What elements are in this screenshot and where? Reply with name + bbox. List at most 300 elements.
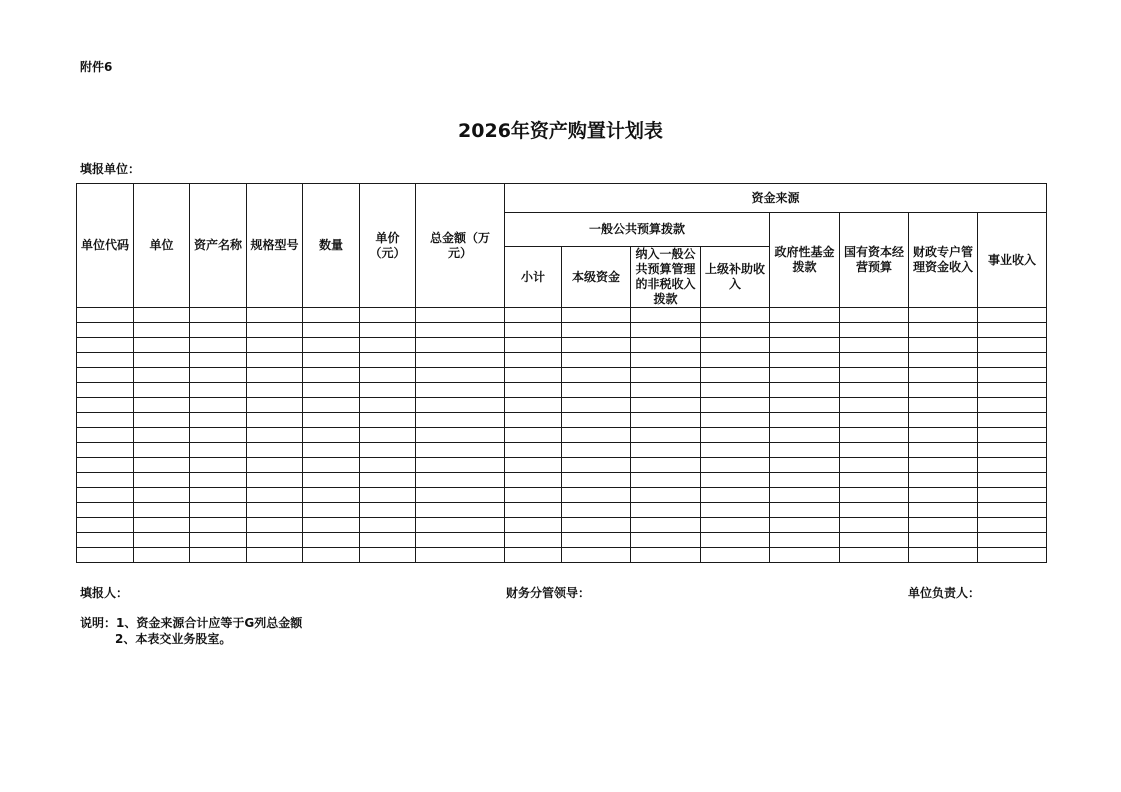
table-cell[interactable] xyxy=(562,473,631,488)
table-cell[interactable] xyxy=(701,458,770,473)
table-cell[interactable] xyxy=(909,533,978,548)
table-cell[interactable] xyxy=(909,338,978,353)
table-cell[interactable] xyxy=(247,353,303,368)
table-cell[interactable] xyxy=(505,458,562,473)
table-cell[interactable] xyxy=(505,383,562,398)
table-cell[interactable] xyxy=(247,443,303,458)
table-cell[interactable] xyxy=(360,383,416,398)
table-cell[interactable] xyxy=(190,458,247,473)
table-cell[interactable] xyxy=(134,473,190,488)
table-cell[interactable] xyxy=(770,398,840,413)
table-cell[interactable] xyxy=(77,368,134,383)
table-cell[interactable] xyxy=(770,353,840,368)
table-cell[interactable] xyxy=(360,518,416,533)
table-cell[interactable] xyxy=(77,338,134,353)
table-cell[interactable] xyxy=(562,488,631,503)
table-cell[interactable] xyxy=(562,548,631,563)
table-cell[interactable] xyxy=(562,308,631,323)
table-row xyxy=(77,443,1047,458)
table-row xyxy=(77,428,1047,443)
table-cell[interactable] xyxy=(190,473,247,488)
table-cell[interactable] xyxy=(134,458,190,473)
table-cell[interactable] xyxy=(303,383,360,398)
table-cell[interactable] xyxy=(247,308,303,323)
table-cell[interactable] xyxy=(840,548,909,563)
table-cell[interactable] xyxy=(840,398,909,413)
table-header xyxy=(77,184,1047,308)
table-cell[interactable] xyxy=(978,518,1047,533)
table-cell[interactable] xyxy=(303,398,360,413)
table-cell[interactable] xyxy=(562,338,631,353)
table-row xyxy=(77,308,1047,323)
table-cell[interactable] xyxy=(978,443,1047,458)
table-cell[interactable] xyxy=(770,488,840,503)
table-cell[interactable] xyxy=(416,488,505,503)
table-cell[interactable] xyxy=(701,353,770,368)
table-cell[interactable] xyxy=(134,488,190,503)
table-cell[interactable] xyxy=(416,383,505,398)
table-cell[interactable] xyxy=(77,323,134,338)
table-cell[interactable] xyxy=(134,338,190,353)
table-cell[interactable] xyxy=(247,533,303,548)
header-unit-price: 单价（元） xyxy=(360,184,416,308)
table-cell[interactable] xyxy=(631,398,701,413)
table-cell[interactable] xyxy=(416,308,505,323)
table-cell[interactable] xyxy=(134,428,190,443)
table-cell[interactable] xyxy=(360,458,416,473)
header-asset-name: 资产名称 xyxy=(190,184,247,308)
table-cell[interactable] xyxy=(631,503,701,518)
table-cell[interactable] xyxy=(303,533,360,548)
table-cell[interactable] xyxy=(909,503,978,518)
table-cell[interactable] xyxy=(631,413,701,428)
table-cell[interactable] xyxy=(247,323,303,338)
table-cell[interactable] xyxy=(909,398,978,413)
table-cell[interactable] xyxy=(978,398,1047,413)
table-cell[interactable] xyxy=(909,548,978,563)
table-cell[interactable] xyxy=(190,518,247,533)
table-cell[interactable] xyxy=(303,413,360,428)
table-cell[interactable] xyxy=(701,443,770,458)
table-cell[interactable] xyxy=(840,443,909,458)
table-cell[interactable] xyxy=(505,308,562,323)
table-cell[interactable] xyxy=(416,413,505,428)
table-cell[interactable] xyxy=(562,368,631,383)
table-cell[interactable] xyxy=(505,518,562,533)
table-cell[interactable] xyxy=(505,503,562,518)
table-cell[interactable] xyxy=(247,383,303,398)
table-cell[interactable] xyxy=(303,428,360,443)
table-cell[interactable] xyxy=(631,548,701,563)
table-cell[interactable] xyxy=(360,353,416,368)
table-cell[interactable] xyxy=(770,383,840,398)
table-cell[interactable] xyxy=(631,488,701,503)
table-cell[interactable] xyxy=(840,383,909,398)
table-cell[interactable] xyxy=(701,473,770,488)
table-row xyxy=(77,473,1047,488)
table-cell[interactable] xyxy=(631,383,701,398)
table-cell[interactable] xyxy=(701,488,770,503)
table-cell[interactable] xyxy=(190,308,247,323)
table-cell[interactable] xyxy=(770,458,840,473)
table-cell[interactable] xyxy=(77,548,134,563)
table-cell[interactable] xyxy=(840,353,909,368)
table-cell[interactable] xyxy=(416,503,505,518)
table-cell[interactable] xyxy=(360,503,416,518)
table-cell[interactable] xyxy=(134,398,190,413)
table-cell[interactable] xyxy=(770,323,840,338)
table-cell[interactable] xyxy=(303,368,360,383)
table-cell[interactable] xyxy=(416,548,505,563)
table-cell[interactable] xyxy=(247,503,303,518)
table-cell[interactable] xyxy=(360,398,416,413)
table-cell[interactable] xyxy=(134,383,190,398)
unit-leader-label: 单位负责人： xyxy=(908,586,981,600)
table-cell[interactable] xyxy=(978,383,1047,398)
table-cell[interactable] xyxy=(840,368,909,383)
table-cell[interactable] xyxy=(134,368,190,383)
table-cell[interactable] xyxy=(909,323,978,338)
table-cell[interactable] xyxy=(416,533,505,548)
table-cell[interactable] xyxy=(77,428,134,443)
table-cell[interactable] xyxy=(978,368,1047,383)
note-line-1: 说明：1、资金来源合计应等于G列总金额 xyxy=(80,616,303,630)
table-cell[interactable] xyxy=(360,338,416,353)
table-cell[interactable] xyxy=(416,323,505,338)
table-cell[interactable] xyxy=(134,323,190,338)
fill-unit-label: 填报单位： xyxy=(80,162,141,176)
table-cell[interactable] xyxy=(909,368,978,383)
table-cell[interactable] xyxy=(631,443,701,458)
table-cell[interactable] xyxy=(190,413,247,428)
table-cell[interactable] xyxy=(247,473,303,488)
table-cell[interactable] xyxy=(770,473,840,488)
table-cell[interactable] xyxy=(247,518,303,533)
table-cell[interactable] xyxy=(505,323,562,338)
table-cell[interactable] xyxy=(360,488,416,503)
table-row xyxy=(77,383,1047,398)
header-unit: 单位 xyxy=(134,184,190,308)
table-cell[interactable] xyxy=(247,338,303,353)
table-cell[interactable] xyxy=(360,548,416,563)
table-cell[interactable] xyxy=(247,548,303,563)
table-cell[interactable] xyxy=(978,503,1047,518)
table-cell[interactable] xyxy=(562,353,631,368)
filler-label: 填报人： xyxy=(80,586,129,600)
table-row xyxy=(77,368,1047,383)
table-body xyxy=(77,308,1047,563)
table-cell[interactable] xyxy=(360,308,416,323)
table-cell[interactable] xyxy=(303,518,360,533)
table-cell[interactable] xyxy=(840,308,909,323)
table-cell[interactable] xyxy=(631,533,701,548)
header-total-amount: 总金额（万元） xyxy=(416,184,505,308)
table-cell[interactable] xyxy=(909,308,978,323)
table-cell[interactable] xyxy=(978,323,1047,338)
table-row xyxy=(77,518,1047,533)
table-cell[interactable] xyxy=(978,353,1047,368)
table-cell[interactable] xyxy=(190,338,247,353)
table-cell[interactable] xyxy=(631,428,701,443)
table-row xyxy=(77,398,1047,413)
table-cell[interactable] xyxy=(770,308,840,323)
table-cell[interactable] xyxy=(303,473,360,488)
table-cell[interactable] xyxy=(77,503,134,518)
table-cell[interactable] xyxy=(77,458,134,473)
table-cell[interactable] xyxy=(701,413,770,428)
table-cell[interactable] xyxy=(978,488,1047,503)
table-cell[interactable] xyxy=(840,428,909,443)
table-cell[interactable] xyxy=(840,518,909,533)
table-cell[interactable] xyxy=(701,518,770,533)
table-row xyxy=(77,458,1047,473)
table-cell[interactable] xyxy=(134,503,190,518)
table-cell[interactable] xyxy=(416,368,505,383)
asset-purchase-table xyxy=(76,183,1047,563)
table-cell[interactable] xyxy=(505,398,562,413)
table-cell[interactable] xyxy=(770,413,840,428)
table-cell[interactable] xyxy=(505,413,562,428)
table-cell[interactable] xyxy=(562,518,631,533)
header-subtotal: 小计 xyxy=(505,247,562,308)
table-cell[interactable] xyxy=(562,413,631,428)
table-cell[interactable] xyxy=(360,368,416,383)
header-gov-fund: 政府性基金拨款 xyxy=(770,213,840,308)
table-cell[interactable] xyxy=(416,458,505,473)
table-cell[interactable] xyxy=(360,533,416,548)
attachment-label: 附件6 xyxy=(80,60,113,74)
table-cell[interactable] xyxy=(701,323,770,338)
table-cell[interactable] xyxy=(770,338,840,353)
table-cell[interactable] xyxy=(840,533,909,548)
table-cell[interactable] xyxy=(562,458,631,473)
table-cell[interactable] xyxy=(909,458,978,473)
table-cell[interactable] xyxy=(134,548,190,563)
table-cell[interactable] xyxy=(562,323,631,338)
table-cell[interactable] xyxy=(505,488,562,503)
table-cell[interactable] xyxy=(909,473,978,488)
table-cell[interactable] xyxy=(134,533,190,548)
table-cell[interactable] xyxy=(840,488,909,503)
table-cell[interactable] xyxy=(840,473,909,488)
table-cell[interactable] xyxy=(701,308,770,323)
table-cell[interactable] xyxy=(978,548,1047,563)
table-cell[interactable] xyxy=(505,353,562,368)
table-cell[interactable] xyxy=(840,413,909,428)
table-cell[interactable] xyxy=(909,413,978,428)
header-fund-source: 资金来源 xyxy=(505,184,1047,213)
page-title: 2026年资产购置计划表 xyxy=(458,120,663,142)
table-cell[interactable] xyxy=(190,443,247,458)
table-cell[interactable] xyxy=(190,398,247,413)
table-cell[interactable] xyxy=(77,383,134,398)
table-cell[interactable] xyxy=(631,458,701,473)
table-cell[interactable] xyxy=(909,518,978,533)
table-cell[interactable] xyxy=(190,533,247,548)
table-cell[interactable] xyxy=(562,428,631,443)
table-cell[interactable] xyxy=(303,548,360,563)
table-cell[interactable] xyxy=(505,443,562,458)
table-cell[interactable] xyxy=(701,548,770,563)
table-cell[interactable] xyxy=(505,533,562,548)
table-cell[interactable] xyxy=(562,398,631,413)
table-cell[interactable] xyxy=(303,503,360,518)
table-cell[interactable] xyxy=(978,413,1047,428)
table-cell[interactable] xyxy=(77,398,134,413)
table-cell[interactable] xyxy=(701,368,770,383)
table-cell[interactable] xyxy=(770,503,840,518)
table-cell[interactable] xyxy=(134,353,190,368)
table-cell[interactable] xyxy=(909,443,978,458)
table-cell[interactable] xyxy=(840,458,909,473)
table-cell[interactable] xyxy=(701,533,770,548)
table-cell[interactable] xyxy=(247,458,303,473)
table-cell[interactable] xyxy=(562,443,631,458)
table-cell[interactable] xyxy=(360,443,416,458)
header-superior-subsidy: 上级补助收入 xyxy=(701,247,770,308)
table-cell[interactable] xyxy=(840,338,909,353)
table-row xyxy=(77,548,1047,563)
table-cell[interactable] xyxy=(505,428,562,443)
table-cell[interactable] xyxy=(701,338,770,353)
table-cell[interactable] xyxy=(631,518,701,533)
header-general-budget: 一般公共预算拨款 xyxy=(505,213,770,247)
table-cell[interactable] xyxy=(77,443,134,458)
table-cell[interactable] xyxy=(909,488,978,503)
table-cell[interactable] xyxy=(190,323,247,338)
table-cell[interactable] xyxy=(978,533,1047,548)
table-cell[interactable] xyxy=(77,413,134,428)
table-cell[interactable] xyxy=(190,548,247,563)
table-cell[interactable] xyxy=(77,488,134,503)
table-cell[interactable] xyxy=(562,383,631,398)
table-cell[interactable] xyxy=(770,443,840,458)
table-cell[interactable] xyxy=(505,368,562,383)
table-cell[interactable] xyxy=(77,473,134,488)
table-cell[interactable] xyxy=(134,518,190,533)
table-cell[interactable] xyxy=(134,413,190,428)
table-cell[interactable] xyxy=(631,338,701,353)
table-cell[interactable] xyxy=(416,353,505,368)
table-cell[interactable] xyxy=(247,428,303,443)
table-row xyxy=(77,323,1047,338)
header-state-capital: 国有资本经营预算 xyxy=(840,213,909,308)
table-cell[interactable] xyxy=(701,383,770,398)
header-business-income: 事业收入 xyxy=(978,213,1047,308)
table-cell[interactable] xyxy=(505,548,562,563)
table-cell[interactable] xyxy=(701,428,770,443)
table-row xyxy=(77,413,1047,428)
table-cell[interactable] xyxy=(416,338,505,353)
table-row xyxy=(77,338,1047,353)
table-cell[interactable] xyxy=(134,443,190,458)
table-cell[interactable] xyxy=(77,353,134,368)
table-cell[interactable] xyxy=(190,428,247,443)
table-cell[interactable] xyxy=(840,503,909,518)
table-cell[interactable] xyxy=(631,323,701,338)
table-cell[interactable] xyxy=(909,383,978,398)
note-line-2: 2、本表交业务股室。 xyxy=(115,632,232,646)
table-cell[interactable] xyxy=(416,473,505,488)
table-cell[interactable] xyxy=(247,398,303,413)
table-cell[interactable] xyxy=(360,473,416,488)
table-cell[interactable] xyxy=(77,308,134,323)
table-cell[interactable] xyxy=(416,518,505,533)
table-cell[interactable] xyxy=(631,473,701,488)
table-cell[interactable] xyxy=(303,308,360,323)
table-row xyxy=(77,353,1047,368)
table-cell[interactable] xyxy=(247,368,303,383)
header-quantity: 数量 xyxy=(303,184,360,308)
table-cell[interactable] xyxy=(190,488,247,503)
table-cell[interactable] xyxy=(77,533,134,548)
table-cell[interactable] xyxy=(631,353,701,368)
table-row xyxy=(77,503,1047,518)
table-cell[interactable] xyxy=(360,413,416,428)
table-cell[interactable] xyxy=(770,518,840,533)
table-cell[interactable] xyxy=(247,413,303,428)
table-cell[interactable] xyxy=(416,398,505,413)
table-cell[interactable] xyxy=(978,308,1047,323)
table-cell[interactable] xyxy=(909,428,978,443)
table-cell[interactable] xyxy=(770,368,840,383)
table-cell[interactable] xyxy=(505,338,562,353)
table-cell[interactable] xyxy=(770,533,840,548)
table-cell[interactable] xyxy=(505,473,562,488)
table-cell[interactable] xyxy=(909,353,978,368)
table-cell[interactable] xyxy=(562,503,631,518)
table-cell[interactable] xyxy=(247,488,303,503)
table-cell[interactable] xyxy=(190,503,247,518)
table-cell[interactable] xyxy=(303,488,360,503)
table-cell[interactable] xyxy=(360,323,416,338)
table-cell[interactable] xyxy=(416,428,505,443)
table-cell[interactable] xyxy=(190,368,247,383)
table-cell[interactable] xyxy=(562,533,631,548)
table-row xyxy=(77,533,1047,548)
table-cell[interactable] xyxy=(770,428,840,443)
table-cell[interactable] xyxy=(701,398,770,413)
header-unit-code: 单位代码 xyxy=(77,184,134,308)
table-row xyxy=(77,488,1047,503)
table-cell[interactable] xyxy=(77,518,134,533)
header-spec-model: 规格型号 xyxy=(247,184,303,308)
table-cell[interactable] xyxy=(978,338,1047,353)
table-cell[interactable] xyxy=(303,458,360,473)
table-cell[interactable] xyxy=(840,323,909,338)
finance-leader-label: 财务分管领导： xyxy=(506,586,591,600)
table-cell[interactable] xyxy=(701,503,770,518)
table-cell[interactable] xyxy=(190,353,247,368)
table-cell[interactable] xyxy=(770,548,840,563)
table-cell[interactable] xyxy=(303,443,360,458)
table-cell[interactable] xyxy=(631,308,701,323)
table-cell[interactable] xyxy=(303,323,360,338)
header-special-fund: 财政专户管理资金收入 xyxy=(909,213,978,308)
header-non-tax-income: 纳入一般公共预算管理的非税收入拨款 xyxy=(631,247,701,308)
header-local-fund: 本级资金 xyxy=(562,247,631,308)
table-cell[interactable] xyxy=(416,443,505,458)
table-cell[interactable] xyxy=(631,368,701,383)
table-cell[interactable] xyxy=(360,428,416,443)
table-cell[interactable] xyxy=(978,428,1047,443)
table-cell[interactable] xyxy=(978,473,1047,488)
table-cell[interactable] xyxy=(303,338,360,353)
table-cell[interactable] xyxy=(303,353,360,368)
table-cell[interactable] xyxy=(978,458,1047,473)
table-cell[interactable] xyxy=(190,383,247,398)
table-cell[interactable] xyxy=(134,308,190,323)
